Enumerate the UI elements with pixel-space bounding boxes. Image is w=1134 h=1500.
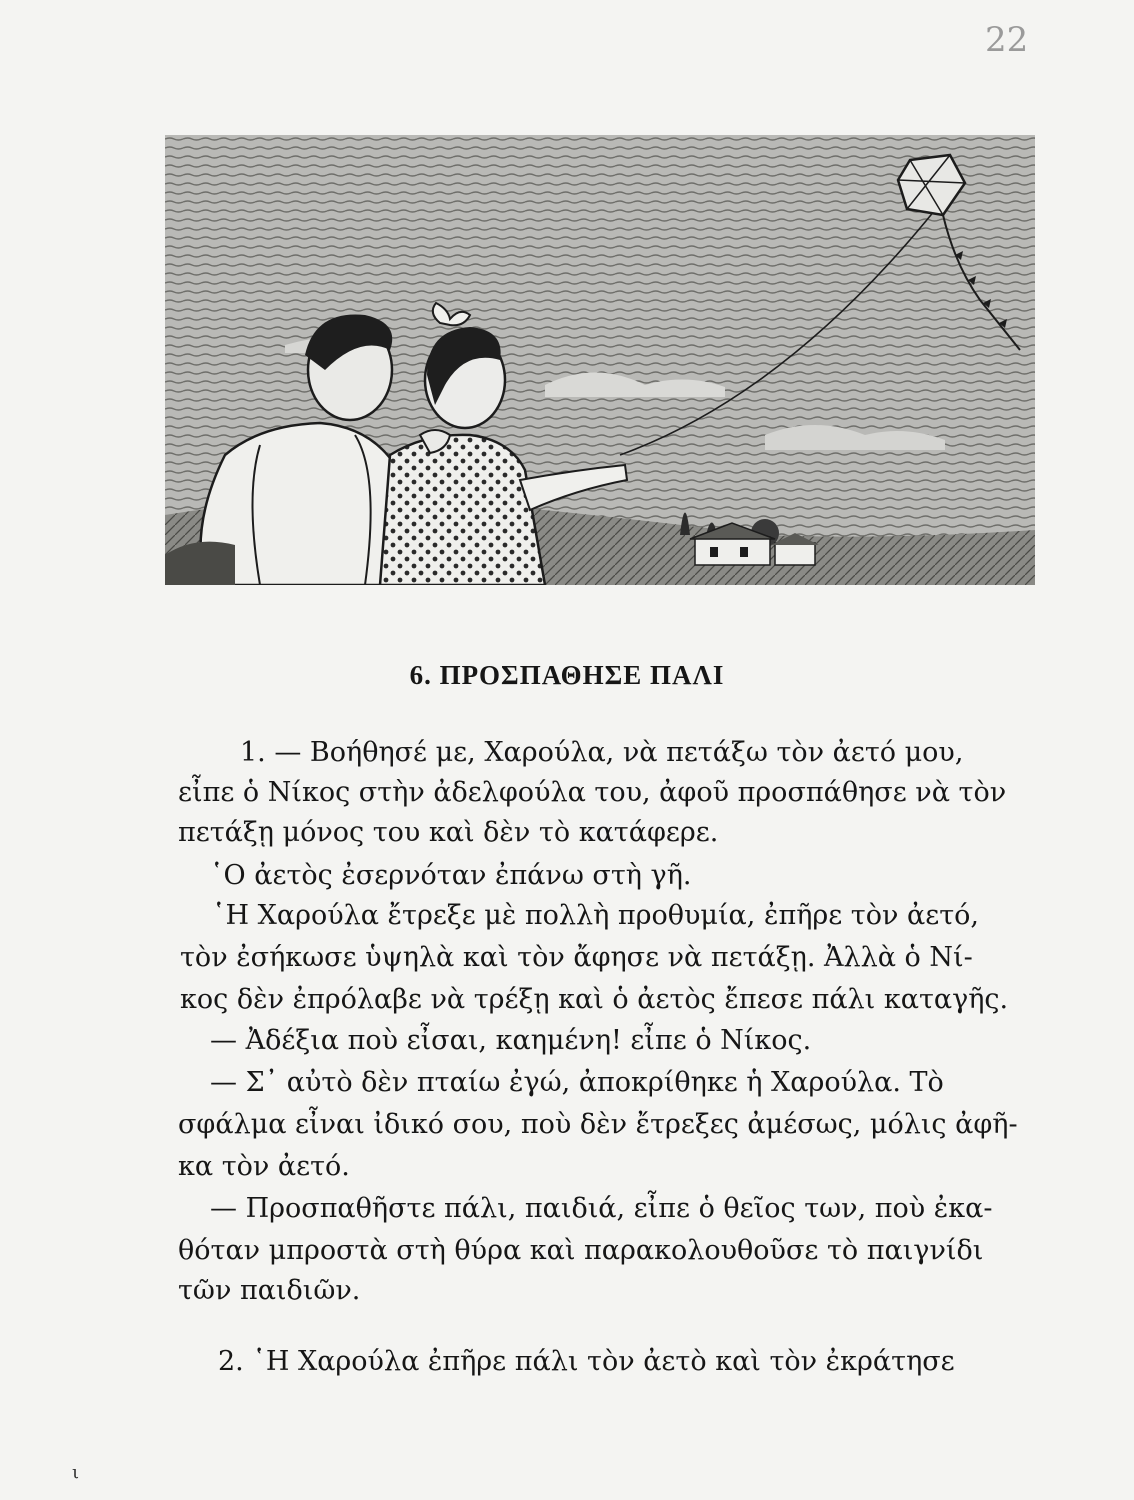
text-line: κα τὸν ἀετό. (178, 1151, 350, 1182)
text-line: 1. — Βοήθησέ με, Χαρούλα, νὰ πετάξω τὸν ἀετό μου, (240, 737, 964, 768)
text-line: — Σ᾿ αὐτὸ δὲν πταίω ἐγώ, ἀποκρίθηκε ἡ Χαρούλα. Τὸ (210, 1067, 944, 1098)
kite-flying-illustration (165, 135, 1035, 585)
text-line: σφάλμα εἶναι ἰδικό σου, ποὺ δὲν ἔτρεξες ἀμέσως, μόλις ἀφῆ- (178, 1109, 1018, 1140)
text-line: — Προσπαθῆστε πάλι, παιδιά, εἶπε ὁ θεῖος των, ποὺ ἐκα- (210, 1193, 993, 1224)
text-line: τῶν παιδιῶν. (178, 1275, 361, 1306)
text-line: πετάξῃ μόνος του καὶ δὲν τὸ κατάφερε. (178, 817, 719, 848)
text-line: κος δὲν ἐπρόλαβε νὰ τρέξῃ καὶ ὁ ἀετὸς ἔπεσε πάλι καταγῆς. (180, 984, 1009, 1015)
margin-mark: ι (72, 1462, 80, 1483)
text-line: 2. ῾Η Χαρούλα ἐπῆρε πάλι τὸν ἀετὸ καὶ τὸν ἐκράτησε (218, 1346, 955, 1377)
text-line: θόταν μπροστὰ στὴ θύρα καὶ παρακολουθοῦσε τὸ παιγνίδι (178, 1235, 984, 1266)
text-line: ῾Η Χαρούλα ἔτρεξε μὲ πολλὴ προθυμία, ἐπῆρε τὸν ἀετό, (212, 900, 979, 931)
page-number: 22 (985, 20, 1029, 60)
text-line: τὸν ἐσήκωσε ὑψηλὰ καὶ τὸν ἄφησε νὰ πετάξῃ. Ἀλλὰ ὁ Νί- (180, 942, 973, 973)
text-line: — Ἀδέξια ποὺ εἶσαι, καημένη! εἶπε ὁ Νίκος. (210, 1025, 812, 1056)
text-line: ῾Ο ἀετὸς ἐσερνόταν ἐπάνω στὴ γῆ. (210, 860, 692, 891)
chapter-title: 6. ΠΡΟΣΠΑΘΗΣΕ ΠΑΛΙ (409, 660, 725, 690)
text-line: εἶπε ὁ Νίκος στὴν ἀδελφούλα του, ἀφοῦ προσπάθησε νὰ τὸν (178, 777, 1007, 808)
